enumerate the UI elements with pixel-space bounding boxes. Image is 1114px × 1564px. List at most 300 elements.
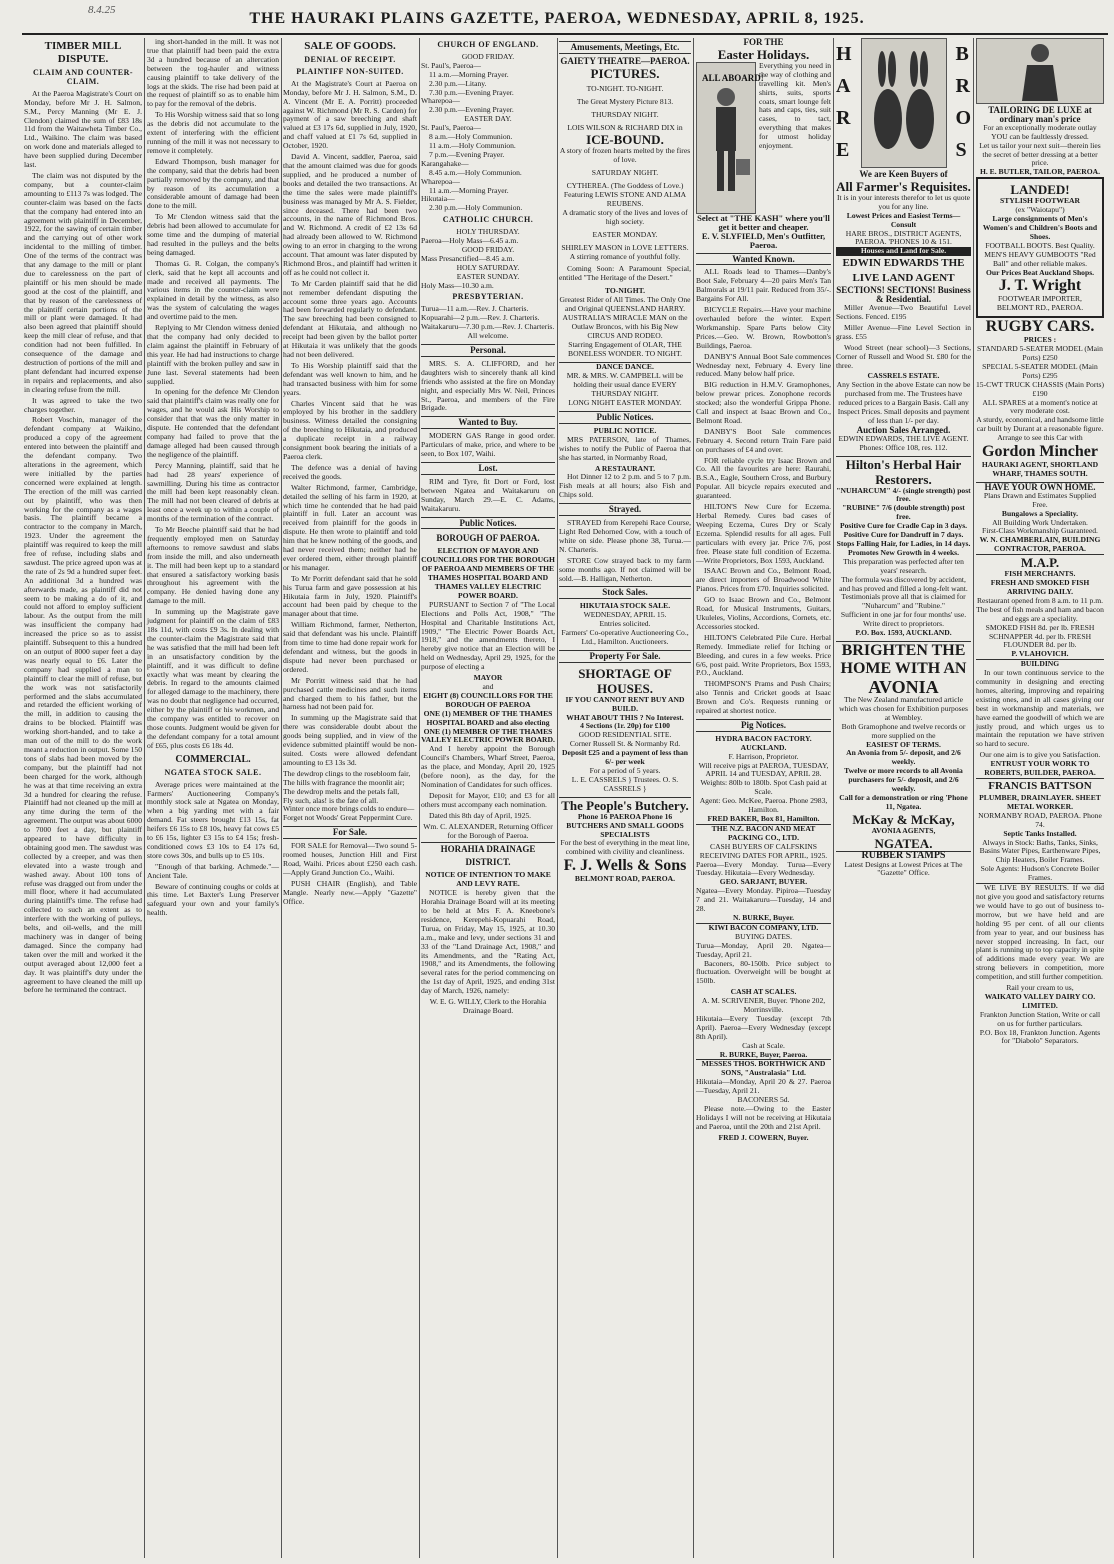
article-paragraph: To His Worship witness said that so long as the debris did not accumulate to the extent of interfering with the efficient running of the mill it was not necessary to remove it completely. bbox=[147, 110, 279, 155]
spares: ALL SPARES at a moment's notice at very moderate cost. bbox=[982, 397, 1098, 416]
wanted-ad: BIG reduction in H.M.V. Gramophones, below prewar prices. Zonophone records stocked; also the wonderful Grippa Phone. Call and inspect at Isaac Brown and Co., Belmont Road. bbox=[696, 380, 831, 425]
handwritten-date: 8.4.25 bbox=[88, 4, 116, 16]
septic: Septic Tanks Installed. bbox=[1003, 828, 1077, 838]
amusements-heading: Amusements, Meetings, Etc. bbox=[559, 41, 691, 54]
fish-prices: SMOKED FISH 8d. per lb. FRESH SCHNAPPER 4d. per lb. FRESH FLOUNDER 8d. per lb. bbox=[985, 622, 1095, 650]
wanted-ad: FOR reliable cycle try Isaac Brown and Co. All the favourites are here: Raurahi, B.S.A., Eagle, Southern Cross, and Burbury Popular. All bicycle repairs executed and guaranteed. bbox=[696, 455, 831, 501]
election-text-2: And I hereby appoint the Borough Council's Chambers, Wharf Street, Paeroa, as the place, and Monday, April 20, 1925 (before noon), as the day, for the Nomination of Candidates for such offices. bbox=[421, 744, 555, 789]
tonight: TO-NIGHT. TO-NIGHT. bbox=[586, 83, 664, 93]
wanted-notice: MODERN GAS Range in good order. Particulars of make, price, and where to be seen, to Box 107, Waihi. bbox=[421, 431, 555, 459]
butchers: BUTCHERS AND SMALL GOODS SPECIALISTS bbox=[566, 820, 684, 839]
restaurant: A RESTAURANT. bbox=[594, 463, 656, 473]
cowern: FRED J. COWERN, Buyer. bbox=[718, 1132, 809, 1142]
shirley-desc: A stirring romance of youthful folly. bbox=[569, 251, 681, 261]
borthwick: MESSES THOS. BORTHWICK AND SONS, "Australasia" Ltd. bbox=[696, 1059, 831, 1078]
preparation: This preparation was perfected after ten years' research. bbox=[843, 556, 964, 575]
presby-line: Kopuarahi—2 p.m.—Rev. J. Charteris. bbox=[421, 313, 540, 323]
continuous: In our town continuous service to the community in designing and erecting homes, altering, improving and repairing existing ones, and in all cases giving our best in workmanship and materials, we have earned the goodwill of which we are justly proud, and which urges us to maintain the reputation we have striven so hard to secure. bbox=[976, 668, 1104, 749]
article-paragraph: In opening for the defence Mr Clendon said that plaintiff's claim was really one for wages, and he would ask His Worship to consider that that was the only matter in dispute. He contended that the defendant company had failed to prove that the damage alleged had been caused through the negligence of the plaintiff. bbox=[147, 387, 279, 459]
gaiety-theatre: GAIETY THEATRE—PAEROA. bbox=[560, 55, 690, 66]
public-notice: PUBLIC NOTICE. bbox=[593, 425, 657, 435]
coming-soon: Coming Soon: A Paramount Special, entitled "The Heritage of the Desert." bbox=[559, 264, 691, 283]
receive-pigs: Will receive pigs at PAEROA, TUESDAY, APRIL 14 and TUESDAY, APRIL 28. bbox=[698, 760, 829, 779]
presby-line: Turua—11 a.m.—Rev. J. Charteris. bbox=[421, 304, 529, 314]
ngatea-days: Ngatea—Every Monday. Pipiroa—Tuesday 7 and 21. Waitakaruru—Tuesday, 14 and 28. bbox=[696, 886, 831, 914]
shortage: SHORTAGE OF HOUSES. bbox=[578, 665, 672, 696]
service-line: 11 a.m.—Holy Communion. bbox=[429, 140, 516, 150]
service-line: 8 a.m.—Holy Communion. bbox=[429, 132, 513, 142]
wanted-ad: THOMPSON'S Prams and Push Chairs; also Tennis and Cricket goods at Isaac Brown and Co's. Requests running or repaired at shortest notice. bbox=[696, 679, 831, 716]
article-paragraph: Mr Porritt witness said that he had purchased cattle medicines and such items and charged them to his father, but the harness had not been paid for. bbox=[283, 675, 417, 712]
service-line: EASTER DAY. bbox=[464, 114, 512, 124]
article-paragraph: Thomas G. R. Colgan, the company's clerk, said that he kept all accounts and made and received all payments. The various items in the counter-claim were explained in detail by the witness, as also was the system of calculating the wages and overtime paid to the men. bbox=[147, 258, 279, 322]
article-paragraph: To Mr Porritt defendant said that he sold his Turua farm and gave possession at his Hikutaia farm in July, 1920. Plaintiff's account had been paid by cheque to the manager about that time. bbox=[283, 573, 417, 619]
wood-street: Wood Street (near school)—3 Sections, Corner of Russell and Wood St. £80 for the three. bbox=[836, 342, 971, 370]
receiving-days: Paeroa—Every Monday. Turua—Every Tuesday. Hikutaia—Every Wednesday. bbox=[696, 859, 831, 878]
pictures-title: PICTURES. bbox=[590, 65, 660, 81]
service-line: St. Paul's, Paeroa— bbox=[421, 123, 482, 133]
lost-notice: RIM and Tyre, fit Dort or Ford, lost between Ngatea and Waitakaruru on Sunday, March 29.—E. C. Adams, Waitakaruru. bbox=[421, 476, 555, 513]
quote-text: "Enough of that barking. Achmede."—Ancient Tale. bbox=[147, 861, 279, 880]
nuharcum: "NUHARCUM" 4/- (single strength) post free. bbox=[836, 485, 971, 504]
fred-baker: FRED BAKER, Box 81, Hamilton. bbox=[707, 814, 820, 823]
article-paragraph: To Mr Clendon witness said that the debris had been allowed to accumulate for some time and the dumping of material had resulted in the pulleys and the belts being damaged. bbox=[147, 212, 279, 257]
arrange: Arrange to see this Car with bbox=[997, 433, 1083, 443]
mckay: McKay & McKay, bbox=[852, 811, 955, 827]
gumboots: MEN'S HEAVY GUMBOOTS "Red Ball" and other reliable makes. bbox=[984, 249, 1096, 268]
pig-notices-heading: Pig Notices. bbox=[696, 719, 831, 732]
borough-heading: BOROUGH OF PAEROA. bbox=[436, 533, 540, 544]
church-heading: CHURCH OF ENGLAND. bbox=[437, 40, 539, 49]
cytherea-desc: A dramatic story of the lives and loves of high society. bbox=[562, 207, 688, 226]
first-class: First-Class Workmanship Guaranteed. bbox=[982, 526, 1098, 536]
for-the: FOR THE bbox=[743, 37, 784, 47]
sarjant: GEO. SARJANT, BUYER. bbox=[719, 877, 808, 887]
election-deposit: Deposit for Mayor, £10; and £3 for all others must accompany each nomination. bbox=[421, 790, 555, 809]
cassrels-text: Any Section in the above Estate can now be purchased from me. The Trustees have reduced prices to a Bargain Basis. Call any Inspect Prices. Small deposits and payment of less than 1/- per day. bbox=[836, 380, 971, 425]
rubber-stamps: RUBBER STAMPS bbox=[836, 851, 971, 861]
cash-sale: Cash at Scale. bbox=[742, 1040, 785, 1050]
article-paragraph: At the Paeroa Magistrate's Court on Monday, before Mr J. H. Salmon, S.M., Percy Manning (Mr E. J. Clendon) claimed the sum of £83 18s 11d from the Waitawheta Timber Co., Ltd., Waikino. The claim was based on work done and materials alleged to have been supplied during December last. bbox=[24, 88, 142, 170]
drainage-subhead: NOTICE OF INTENTION TO MAKE AND LEVY RATE. bbox=[425, 870, 551, 889]
formula: The formula was discovered by accident, and has proved and filled a long-felt want. Testimonials prove all that is claimed for "Nuharcum" and "Rubine." bbox=[839, 574, 968, 611]
butchery-phone: Phone 16 PAEROA Phone 16 bbox=[577, 811, 673, 821]
wells-sons: F. J. Wells & Sons bbox=[563, 857, 687, 875]
all-aboard-illustration bbox=[696, 62, 764, 214]
election-and: and bbox=[482, 682, 494, 691]
interest: It is in your interests therefor to let us quote you for any line. bbox=[836, 192, 971, 211]
column-sale-of-goods bbox=[283, 38, 417, 1564]
drainage-signature: W. E. G. WILLY, Clerk to the Horahia Drainage Board. bbox=[429, 997, 547, 1015]
sections-heading: SECTIONS! SECTIONS! Business & Residential. bbox=[836, 285, 971, 305]
easiest-terms: EASIEST OF TERMS. bbox=[866, 739, 941, 749]
farmers-requisites: All Farmer's Requisites. bbox=[836, 178, 971, 194]
column-timber-mill-cont bbox=[147, 38, 279, 1564]
corner: Corner Russell St. & Normanby Rd. bbox=[569, 739, 681, 749]
wanted-ad: GO to Isaac Brown and Co., Belmont Road, for Musical Instruments, Guitars, Ukuleles, Violins, Accordions, Cornets, etc. Accessories stocked. bbox=[696, 595, 831, 631]
wright: J. T. Wright bbox=[998, 277, 1082, 295]
truck-chassis: 15-CWT TRUCK CHASSIS (Main Ports) £190 bbox=[976, 379, 1104, 398]
service-line: 2.30 p.m.—Litany. bbox=[429, 78, 487, 88]
exceptional: For an exceptionally moderate outlay YOU can be faultlessly dressed. bbox=[983, 122, 1097, 141]
sole-agents: Sole Agents: Hudson's Concrete Boiler Frames. bbox=[980, 864, 1100, 883]
catholic-line: Paeroa—Holy Mass—6.45 a.m. bbox=[421, 236, 519, 246]
greatest-rider: Greatest Rider of All Times. The Only One and Original QUEENSLAND HARRY. bbox=[559, 295, 691, 314]
please-note: Please note.—Owing to the Easter Holidays I will not be receiving at Hikutaia and Paeroa, until the 20th and 21st April. bbox=[696, 1104, 831, 1131]
in-stock: Always in Stock: Baths, Tanks, Sinks, Basins Water Pipes, Earthenware Pipes, Chip Heaters, Boiler Frames. bbox=[979, 837, 1101, 865]
write-direct: Write direct to proprietors. bbox=[862, 619, 945, 629]
article-paragraph: The defence was a denial of having received the goods. bbox=[283, 462, 417, 481]
article-paragraph: ing short-handed in the mill. It was not true that plaintiff had been paid the extra 3d a hundred because of an altercation between the tog-hauler and witness causing plaintiff to take delivery of the logs at the skids. The rise had been paid at the request of plaintiff so as to enable him to pay for the removal of the debris. bbox=[147, 37, 279, 109]
fish-merchants: FISH MERCHANTS. bbox=[1004, 569, 1076, 579]
catholic-line: HOLY THURSDAY. bbox=[456, 227, 520, 237]
election-dated: Dated this 8th day of April, 1925. bbox=[429, 810, 532, 820]
chamberlain: W. N. CHAMBERLAIN, BUILDING CONTRACTOR, PAEROA. bbox=[979, 535, 1101, 554]
hot-dinner: Hot Dinner 12 to 2 p.m. and 5 to 7 p.m. Fish meals at all hours; also Fish and Chips sold. bbox=[559, 472, 691, 500]
ex-ship: (ex "Waiotapu") bbox=[1015, 205, 1065, 215]
miller-avenue: Miller Avenue—Two Beautiful Level Sections. Fenced. £195 bbox=[836, 303, 971, 321]
bungalows: Bungalows a Speciality. bbox=[1001, 508, 1079, 518]
keen-buyers: We are Keen Buyers of bbox=[859, 169, 948, 179]
rburke: R. BURKE, Buyer, Paeroa. bbox=[719, 1049, 808, 1059]
hydra-bacon: HYDRA BACON FACTORY. AUCKLAND. bbox=[715, 733, 812, 752]
article-paragraph: In summing up the Magistrate said that there was considerable doubt about the goods being supplied, and in view of the evidence submitted plaintiff would be non-suited. Costs were allowed defendant amounting to £3 13s 3d. bbox=[283, 713, 417, 767]
paterson-notice: MRS PATERSON, late of Thames, wishes to notify the Public of Paeroa that she has started, in Normanby Road, bbox=[559, 434, 691, 462]
cure-line: Promotes New Growth in 4 weeks. bbox=[847, 547, 960, 557]
returning-officer: Wm. C. ALEXANDER, Returning Officer for the Borough of Paeroa. bbox=[423, 821, 553, 840]
gordon-mincher: Gordon Mincher bbox=[982, 443, 1098, 461]
baconers: Baconers, 80-150lb. Price subject to fluctuation. Overweight will be bought at 150lb. bbox=[696, 958, 831, 986]
election-councillors: EIGHT (8) COUNCILLORS FOR THE BOROUGH OF PAEROA bbox=[423, 690, 553, 709]
for-sale-item: PUSH CHAIR (English), and Table Mangle. Nearly new.—Apply "Gazette" Office. bbox=[283, 878, 417, 906]
cure-line: Positive Cure for Dandruff in 7 days. bbox=[843, 530, 964, 540]
article-paragraph: Walter Richmond, farmer, Cambridge, detailed the selling of his farm in 1920, at which time he contended that he had paid plaintiff in full. Later an account was received from plaintiff for the goods in dispute. He then wrote to plaintiff and told him that he knew nothing of the goods, and had never received them; neither had he ever ordered them, either through plaintiff or his manager. bbox=[283, 482, 417, 572]
football-boots: FOOTBALL BOOTS. Best Quality. bbox=[985, 240, 1095, 250]
stylish: STYLISH FOOTWEAR bbox=[1000, 196, 1080, 206]
service-line: 2.30 p.m.—Holy Communion. bbox=[429, 203, 523, 213]
building-heading: BUILDING bbox=[976, 659, 1104, 669]
poem: The dewdrop clings to the rosebloom fair, The hills with fragrance the moonlit air; The dewdrop melts and the petals fall, Fly such, alas! is the fate of all. Winter once more brings colds to endure— Forget not Woods' Great Peppermint Cure. bbox=[283, 768, 415, 823]
edwin-edwards: EDWIN EDWARDS THE LIVE LAND AGENT bbox=[842, 257, 965, 285]
one-aim: Our one aim is to give you Satisfaction. bbox=[979, 750, 1101, 760]
houses-land-heading: Houses and Land for Sale. bbox=[836, 247, 971, 256]
service-line: St. Paul's, Paeroa— bbox=[421, 60, 482, 70]
for-sale-heading: For Sale. bbox=[283, 826, 417, 839]
bros-letters: B R O S bbox=[955, 43, 971, 161]
vlahovich: P. VLAHOVICH. bbox=[1011, 649, 1069, 659]
buying-days: Turua—Monday, April 20. Ngatea—Tuesday, April 21. bbox=[696, 940, 831, 959]
article-paragraph: Charles Vincent said that he was employed by his brother in the saddlery business. Witness detailed the consigning of the breeching to Hikutaia, and produced a duplicate receipt in a railway consignment book bearing the initials of a Paeroa clerk. bbox=[283, 398, 417, 461]
ice-bound: ICE-BOUND. bbox=[586, 132, 664, 148]
plumber: PLUMBER, DRAINLAYER. SHEET METAL WORKER. bbox=[979, 793, 1101, 811]
article-paragraph: It was agreed to take the two charges together. bbox=[24, 395, 142, 414]
restaurant-open: Restaurant opened from 8 a.m. to 11 p.m. The best of fish meals and ham and bacon and eggs are a speciality. bbox=[976, 595, 1104, 623]
service-line: 11 a.m.—Morning Prayer. bbox=[429, 69, 509, 79]
tonight-2: TO-NIGHT. bbox=[604, 286, 645, 296]
article-paragraph: Percy Manning, plaintiff, said that he had had 28 years' experience of sawmilling. During his time as contractor the mill had been kept reasonably clean. The mill had not been cleared of debris at least once a week up to within a couple of months of the termination of the contract. bbox=[147, 460, 279, 524]
article-paragraph: Robert Voschin, manager of the defendant company at Waikino, produced a copy of the agreement entered into between the plaintiff and the defendant company. Two alterations in the agreement, which were initialled by the parties concerned were explained at length. The erection of the mill was carried out by plaintiff, who was then working for the company as a wages basis. The plaintiff became a contractor to the company in March, 1923. Under the agreement the plaintiff was required to keep the mill free of refuse, including slabs and sawdust. The price agreed upon was at the rate of 2s 9d a hundred super feet. An additional 3d a hundred was afterwards made, as plaintiff did not seem to be making a do of it, and could not afford to employ sufficient labour. As the output from the mill was insufficient the company had increased the price so as to assist plaintiff. Subsequent to this a hundred on an output of 8000 super feet a day was nearly equal to £6. Later the company had supplied a man to plaintiff to clear the mill of refuse, but the work was not satisfactorily performed and the slabs accumulated and retarded the efficient working of the mill, in addition to causing the drains to be blocked. Plaintiff was working short-handed, and to take a man out of the mill to do the work meant a reduction in output. Some 150 tons of slabs had been moved by the company, but the plaintiff had not been charged for the work, although he was at that time receiving an extra 3d a hundred for clearing the refuse. Plaintiff had not cleaned up the mill at any time during the term of the agreement. The output was about 6000 to 7000 feet a day, but plaintiff appeared to have difficulty in obtaining good men. The sawdust was collected by a creeper, and was then elevated into a waste trough and washed away. About 100 tons of refuse was dragged out from under the mill floor, where it had accumulated during plaintiff's time. The refuse had collected to such an extent as to interfere with the working of pulleys, belts, and oil-wells, and the mill machinery was in danger of being damaged. Since the company had taken over the mill and worked it the output averaged about 12,000 feet a day. It was plaintiff's duty under the agreement to have cleaned the mill up before he terminated the contract. bbox=[24, 415, 142, 995]
article-paragraph: To His Worship plaintiff said that the defendant was well known to him, and he had transacted business with him for some years. bbox=[283, 360, 417, 397]
queensland-harry: AUSTRALIA'S MIRACLE MAN on the Outlaw Broncos, with his Big New CIRCUS AND RODEO. bbox=[562, 312, 688, 340]
frankton-pobox: P.O. Box 18, Frankton Junction. Agents for "Diabolo" Separators. bbox=[979, 1027, 1101, 1046]
wanted-ad: BICYCLE Repairs.—Have your machine overhauled before the winter. Expert Workmanship. Spare Parts below City Prices.—Geo. W. Brown, Rowbotton's Buildings, Paeroa. bbox=[696, 305, 831, 350]
long-night: LONG NIGHT EASTER MONDAY. bbox=[568, 398, 682, 408]
hikutaia-every: Hikutaia—Every Tuesday (except 7th April). Paeroa—Every Wednesday (except 8th April). bbox=[696, 1013, 831, 1041]
wanted-known-heading: Wanted Known. bbox=[696, 253, 831, 266]
cytherea: CYTHEREA. (The Goddess of Love.) Featuring LEWIS STONE AND ALMA REUBENS. bbox=[563, 181, 687, 208]
waikato-valley: WAIKATO VALLEY DAIRY CO. LIMITED. bbox=[984, 991, 1096, 1010]
article-paragraph: Edward Thompson, bush manager for the company, said that the debris had been partially removed by the company, and that by reason of its accumulation a considerable amount of damage had been done to the mill. bbox=[147, 156, 279, 211]
farmers-coop: Farmers' Co-operative Auctioneering Co., Ltd., Hamilton. Auctioneers. bbox=[561, 628, 689, 646]
drainage-text: NOTICE is hereby given that the Horahia Drainage Board will at its meeting to be held at Mrs F. A. Kneebone's residence, Kerepehi-Kopuarahi Road, Turua, on Friday, May 15, 1925, at 10.30 a.m., make and levy, under sections 31 and 33 of the "Land Drainage Act, 1908," and its Amendments, and the "Rating Act, 1908," and its Amendments, the following several rates for the period commencing on the 1st day of April, 1925, and ending 31st day of March, 1926, namely: bbox=[421, 888, 555, 996]
entrust: ENTRUST YOUR WORK TO ROBERTS, BUILDER, PAEROA. bbox=[984, 759, 1096, 778]
fresh-fish: FRESH AND SMOKED FISH ARRIVING DAILY. bbox=[990, 578, 1090, 596]
special-model: SPECIAL 5-SEATER MODEL (Main Ports) £295 bbox=[982, 361, 1098, 380]
commercial-headline: COMMERCIAL. bbox=[175, 753, 251, 765]
sale-date: WEDNESDAY, APRIL 15. bbox=[583, 610, 667, 620]
borthwick-days: Hikutaia—Monday, April 20 & 27. Paeroa—Tuesday, April 21. bbox=[696, 1077, 831, 1096]
frankton: Frankton Junction Station, Write or call on us for further particulars. bbox=[979, 1009, 1101, 1028]
sufficient: Sufficient in one jar for four months' use. bbox=[840, 610, 967, 620]
masthead-rule bbox=[22, 33, 1108, 35]
prices-heading: PRICES : bbox=[1023, 335, 1057, 345]
slyfield-outfitter: E. V. SLYFIELD, Men's Outfitter, Paeroa. bbox=[701, 230, 826, 250]
wanted-ad: DANBY'S Annual Boot Sale commences Wednesday next, February 4. Every line reduced. Many below half price. bbox=[696, 351, 831, 379]
buying-dates: BUYING DATES. bbox=[735, 931, 792, 941]
avonia-agents: AVONIA AGENTS, bbox=[871, 825, 936, 835]
article-paragraph: In summing up the Magistrate gave judgment for plaintiff on the claim of £83 18s 11d, with costs £9 3s. In dealing with the counter-claim the Magistrate said that he was satisfied that the mill had been left in an unsatisfactory condition by the plaintiff, and it was difficult to define exactly what was meant by clearing the debris. In regard to the amounts claimed for alleged damage to the machinery, there was no doubt that negligence had occurred, either by the plaintiff or his workmen, and the company was entitled to recover on those counts. Judgment would be given for the defendant company for a total amount of £65, plus costs £6 18s 4d. bbox=[147, 607, 279, 750]
sections-price: 4 Sections (1r. 20p) for £100 bbox=[580, 721, 670, 731]
shirley-mason: SHIRLEY MASON in LOVE LETTERS. bbox=[561, 242, 689, 252]
miller-avenue-2: Miller Avenue—Fine Level Section in grass. £55 bbox=[836, 322, 971, 341]
landed: LANDED! bbox=[1010, 182, 1070, 198]
service-line: GOOD FRIDAY. bbox=[461, 51, 515, 61]
rail-cream: Rail your cream to us, bbox=[1006, 983, 1074, 993]
avonia: AVONIA bbox=[868, 676, 939, 697]
auction-arranged: Auction Sales Arranged. bbox=[856, 424, 951, 435]
article-subhead: DENIAL OF RECEIPT. bbox=[304, 55, 396, 64]
article-paragraph: Replying to Mr Clendon witness denied that the company had only decided to claim against the plaintiff in February of this year. He had had instructions to charge plaintiff with the broken pulley and saw in June last. Several statements had been supplied. bbox=[147, 323, 279, 386]
wanted-heading: Wanted to Buy. bbox=[421, 416, 555, 429]
plans: Plans Drawn and Estimates Supplied Free. bbox=[983, 490, 1097, 509]
property-heading: Property For Sale. bbox=[559, 650, 691, 663]
avonia-call: Call for a demonstration or ring 'Phone 11, Ngatea. bbox=[839, 792, 968, 811]
ngatea: NGATEA. bbox=[874, 835, 933, 851]
article-subhead: CLAIM AND COUNTER-CLAIM. bbox=[32, 68, 134, 86]
presby-line: Waitakaruru—7.30 p.m.—Rev. J. Charteris. bbox=[421, 322, 555, 332]
article-paragraph: At the Magistrate's Court at Paeroa on Monday, before Mr J. H. Salmon, S.M., D. A. Vincent (Mr E. A. Porritt) proceeded against W. Richmond (Mr R. S. Carden) for payment of a saw breeching and shaft valued at £3 17s 6d, supplied in July, 1920, and chaff valued at £1 7s 6d, supplied in October, 1920. bbox=[283, 78, 417, 151]
po-box: P.O. Box. 1593, AUCKLAND. bbox=[855, 628, 952, 638]
article-paragraph: David A. Vincent, saddler, Paeroa, said that the amount claimed was due for goods supplied, and he produced a number of books and detailed the two transactions. At the time the sales were made plaintiff's business was managed by Mr A. S. Fielder, since deceased. There had been two accounts, in the name of Richmond Bros. and W. Richmond. A credit of £2 13s 6d had already been allowed to W. Richmond owing to an error in charging to the wrong account. That amount was later disputed by Richmond Bros., and plaintiff had written it off as he could not collect it. bbox=[283, 152, 417, 277]
harrison: F. Harrison, Proprietor. bbox=[728, 751, 799, 761]
cure-line: Stops Falling Hair, for Ladies, in 14 days. bbox=[836, 539, 971, 548]
article-paragraph: To Mr Carden plaintiff said that he did not remember defendant disputing the account some three years ago. Accounts had been forwarded regularly to defendant. The saw breeching had been consigned to defendant at Hikutaia, and although no receipt had been given by the ballot porter at Hikutaia it was unlikely that the goods had not been delivered. bbox=[283, 278, 417, 359]
service-line: Karangahake— bbox=[421, 158, 469, 168]
column-timber-mill bbox=[24, 38, 142, 1564]
ice-desc: A story of frozen hearts melted by the fires of love. bbox=[559, 146, 691, 165]
easter-monday: EASTER MONDAY. bbox=[592, 229, 658, 239]
traveller-figure bbox=[698, 63, 764, 211]
wanted-ad: DANBY'S Boot Sale commences February 4. Second return Train Fare paid on purchases of £4 and over. bbox=[696, 426, 831, 454]
commercial-text: Average prices were maintained at the Farmers' Auctioneering Company's monthly stock sale at Ngatea on Monday, when a big yarding met with a fair demand. Fat steers brought £13 15s, fat heifers £6 15s to £8 10s, heavy fat cows £5 to £6 15s, lighter £3 15s to £4 15s; fresh-conditioned cows £3 10s to £4 17s 6d, store cows 30s, and bulls up to £5 10s. bbox=[147, 779, 279, 860]
catholic-line: Holy Mass—10.30 a.m. bbox=[421, 280, 494, 290]
article-headline: TIMBER MILL DISPUTE. bbox=[44, 40, 122, 65]
avonia-both: Both Gramophone and twelve records or more supplied on the bbox=[841, 721, 966, 740]
election-text: PURSUANT to Section 7 of "The Local Elections and Polls Act, 1908," "The Hospital and Charitable Institutions Act, 1909," "The Electric Power Boards Act, 1918," and the amendments thereto, I hereby give notice that an Election will be held on Wednesday, April 29, 1925, for the purpose of electing a bbox=[421, 599, 555, 672]
public-notices-heading: Public Notices. bbox=[559, 411, 691, 424]
article-paragraph: To Mr Beeche plaintiff said that he had frequently employed men on Saturday afternoons to remove sawdust and slabs from inside the mill, and also underneath it. The mill had been kept up to a standard that ensured a satisfactory working basis throughout his agreement with the company. He denied having done any damage to the mill. bbox=[147, 525, 279, 606]
lowest-prices: Lowest Prices and Easiest Terms—Consult bbox=[846, 210, 961, 229]
butler: H. E. BUTLER, TAILOR, PAEROA. bbox=[979, 167, 1101, 177]
avonia-records: Twelve or more records to all Avonia purchasers for 5/- deposit, and 2/6 weekly. bbox=[844, 766, 963, 794]
belmont-road: BELMONT ROAD, PAEROA. bbox=[574, 874, 676, 884]
column-slyfield bbox=[696, 38, 831, 1564]
olar: Starring Engagement of OLAR, THE BONELESS WONDER. TO NIGHT. bbox=[568, 339, 682, 358]
strayed-heading: Strayed. bbox=[559, 503, 691, 516]
service-line: Wharepoa— bbox=[421, 176, 460, 186]
nburke: N. BURKE, Buyer. bbox=[732, 912, 795, 922]
hilton-hair: Hilton's Herbal Hair Restorers. bbox=[836, 456, 971, 487]
map: M.A.P. bbox=[976, 554, 1104, 570]
tailoring-deluxe: TAILORING DE LUXE at ordinary man's price bbox=[988, 105, 1092, 124]
dance: DANCE DANCE. bbox=[559, 362, 691, 372]
public-notices-heading: Public Notices. bbox=[421, 517, 555, 530]
standard-model: STANDARD 5-SEATER MODEL (Main Ports) £250 bbox=[977, 344, 1103, 363]
campbell-dance: MR. & MRS. W. CAMPBELL will be holding their usual dance EVERY THURSDAY NIGHT. bbox=[566, 371, 684, 399]
easter-holidays: Easter Holidays. bbox=[717, 46, 810, 62]
service-line: 8.45 a.m.—Holy Communion. bbox=[429, 167, 522, 177]
commercial-subhead: NGATEA STOCK SALE. bbox=[164, 767, 262, 777]
catholic-heading: CATHOLIC CHURCH. bbox=[442, 215, 534, 225]
column-amusements bbox=[559, 38, 691, 1564]
hare-agents: HARE BROS., DISTRICT AGENTS, PAEROA. 'PHONES 10 & 151. bbox=[845, 228, 962, 247]
hare-letters: H A R E bbox=[836, 43, 852, 161]
landed-ad bbox=[976, 177, 1104, 318]
column-tailoring bbox=[976, 38, 1104, 1564]
results: WE LIVE BY RESULTS. If we did not give you good and satisfactory returns we would have to go out of business to-morrow, but we have held and are holding 95 per cent. of all our clients from year to year, and our business has never stopped increasing. In fact, our plant is running up to top capacity in spite of additions made every year. We are strong believers in competition, more competition, and still further competition. bbox=[976, 883, 1104, 982]
normanby-road: NORMANBY ROAD, PAEROA. Phone 74. bbox=[978, 810, 1102, 829]
election-title: ELECTION OF MAYOR AND COUNCILLORS FOR THE BOROUGH OF PAEROA AND MEMBERS OF THE THAMES HOSPITAL BOARD AND THAMES VALLEY ELECTRIC POWER BOARD. bbox=[421, 546, 555, 600]
election-power: ONE (1) MEMBER OF THE THAMES VALLEY ELECTRIC POWER BOARD. bbox=[421, 726, 555, 745]
baconers-5d: BACONERS 5d. bbox=[737, 1095, 790, 1105]
hare-illustration bbox=[861, 38, 947, 168]
stock-sales-heading: Stock Sales. bbox=[559, 586, 691, 599]
what-about: WHAT ABOUT THIS ? No Interest. bbox=[566, 712, 684, 722]
trustees: L. E. CASSRELS } Trustees. O. S. CASSRELS } bbox=[571, 774, 679, 793]
nz-bacon: THE N.Z. BACON AND MEAT PACKING CO., LTD. bbox=[696, 824, 831, 843]
scrivener: A. M. SCRIVENER, Buyer. 'Phone 202, Morrinsville. bbox=[701, 996, 826, 1015]
service-line: 2.30 p.m.—Evening Prayer. bbox=[429, 105, 514, 115]
kiwi-bacon: KIWI BACON COMPANY, LTD. bbox=[696, 923, 831, 933]
election-mayor: MAYOR bbox=[473, 673, 503, 683]
select-kash: Select at "THE KASH" where you'll get it better and cheaper. bbox=[697, 212, 830, 232]
sturdy: A sturdy, economical, and handsome little car built by Durant at a reasonable figure. bbox=[976, 415, 1104, 434]
service-line: 7 p.m.—Evening Prayer. bbox=[429, 149, 505, 159]
wanted-ad: ALL Roads lead to Thames—Danby's Boot Sale, February 4—20 pairs Men's Tan Balmorals at 19/11 pair. Reduced from 35/-. Bargains For All. bbox=[696, 267, 831, 304]
service-line: Hikutaia— bbox=[421, 194, 455, 204]
hauraki-agent: HAURAKI AGENT, SHORTLAND WHARF, THAMES SOUTH. bbox=[981, 460, 1099, 478]
good-site: GOOD RESIDENTIAL SITE. bbox=[578, 730, 672, 740]
edwin-edwards-2: EDWIN EDWARDS, THE LIVE AGENT. Phones: Office 108, res. 112. bbox=[838, 433, 969, 452]
all-building: All Building Work Undertaken. bbox=[992, 517, 1088, 527]
best-meat: For the best of everything in the meat line, combined with civility and cleanliness. bbox=[560, 838, 690, 857]
article-headline: SALE OF GOODS. bbox=[304, 40, 396, 52]
lost-heading: Lost. bbox=[421, 462, 555, 475]
masthead: THE HAURAKI PLAINS GAZETTE, PAEROA, WEDNESDAY, APRIL 8, 1925. bbox=[249, 10, 865, 27]
service-line: 11 a.m.—Morning Prayer. bbox=[429, 185, 509, 195]
wanted-ad: HILTON'S New Cure for Eczema. Herbal Remedy. Cures bad cases of Weeping Eczema, Cures Dry or Scaly Eczema. Splendid results for all ages. Full particulars with every jar. Price 7/6, post free. Please state full condition of Eczema.—Write Proprietors, Box 1593, Auckland. bbox=[696, 502, 831, 565]
mystery-picture: The Great Mystery Picture 813. bbox=[576, 96, 674, 106]
wanted-ad: ISAAC Brown and Co., Belmont Road, are direct importers of Broadwood White Pianos. Prices from £70. Inquiries solicited. bbox=[696, 566, 831, 594]
personal-heading: Personal. bbox=[421, 344, 555, 357]
deposit-terms: Deposit £25 and a payment of less than 6/- per week bbox=[562, 748, 688, 767]
for-sale-item: FOR SALE for Removal—Two sound 5-roomed houses, Junction Hill and First Road, Waihi. Prices about £250 each cash.—Apply Grand Junction Co., Waihi. bbox=[283, 841, 417, 877]
entries: Entries solicited. bbox=[599, 619, 651, 629]
lois-wilson: LOIS WILSON & RICHARD DIX in bbox=[567, 122, 683, 132]
catholic-line: GOOD FRIDAY. bbox=[461, 244, 515, 254]
wanted-ad: HILTON'S Celebrated Pile Cure. Herbal Remedy. Immediate relief for Itching or Bleeding, and cures in a few weeks. Price 6/6, post paid. Write Proprietors, Box 1593, P.O., Auckland. bbox=[696, 632, 831, 678]
article-subhead-2: PLAINTIFF NON-SUITED. bbox=[296, 66, 404, 76]
catholic-line: Mass Presanctified—8.45 a.m. bbox=[421, 253, 515, 263]
tailor-figure bbox=[977, 39, 1103, 101]
column-hare-bros bbox=[836, 38, 971, 1564]
presby-line: All welcome. bbox=[467, 331, 509, 341]
service-line: 7.30 p.m.—Evening Prayer. bbox=[429, 87, 514, 97]
all-aboard-text: ALL ABOARD! bbox=[702, 72, 764, 83]
election-hospital: ONE (1) MEMBER OF THE THAMES HOSPITAL BOARD and also electing bbox=[423, 708, 553, 727]
cassrels-heading: CASSRELS ESTATE. bbox=[867, 371, 940, 381]
have-home: HAVE YOUR OWN HOME. bbox=[976, 482, 1104, 492]
quote-tail: Beware of continuing coughs or colds at this time. Let Baxter's Lung Preserver safeguard your own and your family's health. bbox=[147, 881, 279, 918]
latest-designs: Latest Designs at Lowest Prices at The "Gazette" Office. bbox=[844, 859, 963, 878]
rugby-cars: RUGBY CARS. bbox=[985, 318, 1095, 336]
strayed-notice: STORE Cow strayed back to my farm some months ago. If not claimed will be sold.—B. Halligan, Netherton. bbox=[559, 555, 691, 583]
easter-desc: Everything you need in the way of clothing and travelling kit. Men's shirts, suits, sports coats, smart lounge felt hats and caps, ties, suit cases, to tact, everything that makes for utmost holiday enjoyment. bbox=[759, 60, 831, 151]
thursday-night: THURSDAY NIGHT. bbox=[591, 109, 659, 119]
column-church-notices bbox=[421, 38, 555, 1564]
weights: Weights: 80lb to 180lb. Spot Cash paid at Scale. bbox=[700, 778, 827, 797]
agent: Agent: Geo. McKee, Paeroa. Phone 2983, Hamilton. bbox=[699, 796, 828, 815]
receiving-dates: RECEIVING DATES FOR APRIL, 1925. bbox=[699, 850, 828, 860]
service-line: Wharepoa— bbox=[421, 96, 460, 106]
article-paragraph: William Richmond, farmer, Netherton, said that defendant was his uncle. Plaintiff from time to time had done repair work for defendant and witness, but the goods in dispute had never been purchased or ordered. bbox=[283, 620, 417, 674]
hares-figure bbox=[862, 39, 946, 167]
strayed-notice: STRAYED from Kerepehi Race Course, Light Red Dehorned Cow, with a touch of white on side. Please phone 38, Turua.—N. Charteris. bbox=[559, 518, 691, 554]
personal-notice: MRS. S. A. CLIFFORD, and her daughters wish to sincerely thank all kind friends who assisted at the fire on Monday night, and especially Mrs W. Neil, Princes St., Paeroa, and members of the Fire Brigade. bbox=[421, 358, 555, 413]
hare-bros-banner bbox=[836, 38, 971, 170]
cash-at-scales: CASH AT SCALES. bbox=[730, 987, 797, 997]
saturday-night: SATURDAY NIGHT. bbox=[591, 168, 659, 178]
hikutaia-sale: HIKUTAIA STOCK SALE. bbox=[579, 601, 671, 611]
cannot-rent: IF YOU CANNOT RENT BUY AND BUILD. bbox=[565, 694, 685, 713]
brighten-home: BRIGHTEN THE HOME WITH AN bbox=[836, 641, 971, 678]
cure-line: Positive Cure for Cradle Cap in 3 days. bbox=[839, 521, 968, 531]
catholic-line: EASTER SUNDAY. bbox=[456, 271, 520, 281]
rubine: "RUBINE" 7/6 (double strength) post free. bbox=[842, 503, 965, 522]
presbyterian-heading: PRESBYTERIAN. bbox=[452, 292, 524, 302]
battson: FRANCIS BATTSON bbox=[976, 778, 1104, 794]
large-consignments: Large consignments of Men's Women's and Children's Boots and Shoes. bbox=[982, 214, 1098, 241]
catholic-line: HOLY SATURDAY. bbox=[456, 262, 520, 272]
calfskins: CASH BUYERS OF CALFSKINS bbox=[710, 841, 817, 851]
tailor-illustration bbox=[976, 38, 1104, 104]
let-us: Let us tailor your next suit—therein lies the secret of better dressing at a better price. bbox=[979, 140, 1101, 168]
peoples-butchery: The People's Butchery. bbox=[559, 797, 691, 813]
drainage-heading: HORAHIA DRAINAGE DISTRICT. bbox=[421, 842, 555, 869]
avonia-desc: The New Zealand manufactured article which was chosen for Exhibition purposes at Wembley. bbox=[839, 694, 968, 722]
period: For a period of 5 years. bbox=[589, 766, 661, 775]
beat-auckland: Our Prices Beat Auckland Shops. bbox=[985, 267, 1095, 277]
